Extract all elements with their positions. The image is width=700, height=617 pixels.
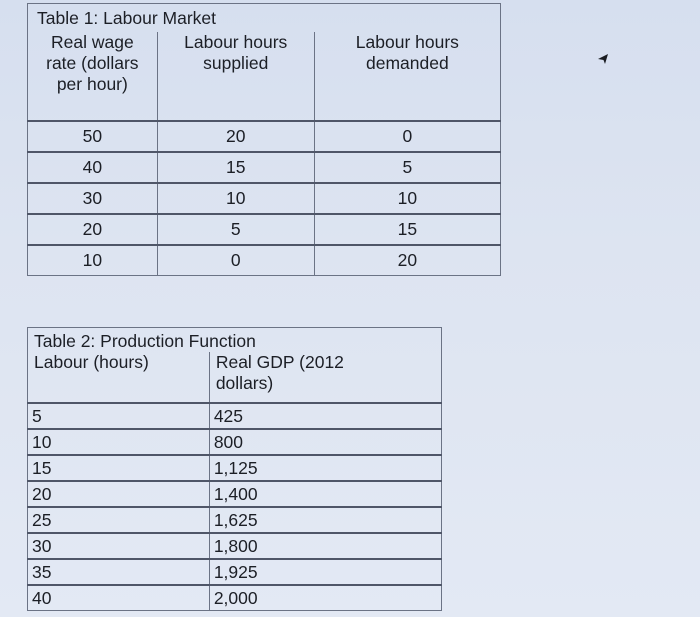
labour-market-table [27,3,501,276]
labour-cell: 35 [28,559,210,585]
table-row [28,585,442,611]
demanded-cell: 15 [314,214,500,245]
wage-cell: 10 [28,245,158,276]
table-row [28,559,442,585]
table-row [28,214,501,245]
labour-cell: 20 [28,481,210,507]
table-row [28,152,501,183]
table-row [28,481,442,507]
gdp-cell: 1,625 [209,507,441,533]
mouse-pointer-icon [597,53,609,65]
table-row [28,533,442,559]
labour-cell: 5 [28,403,210,429]
table-row [28,245,501,276]
gdp-cell: 1,925 [209,559,441,585]
table1-header-supplied: Labour hours supplied [157,32,314,121]
table1-caption: Table 1: Labour Market [28,4,501,33]
table-row [28,403,442,429]
gdp-cell: 2,000 [209,585,441,611]
labour-cell: 25 [28,507,210,533]
supplied-cell: 10 [157,183,314,214]
labour-cell: 15 [28,455,210,481]
gdp-cell: 1,125 [209,455,441,481]
table-row [28,183,501,214]
supplied-cell: 0 [157,245,314,276]
table1-header-wage: Real wage rate (dollars per hour) [28,32,158,121]
demanded-cell: 5 [314,152,500,183]
table2-header-gdp: Real GDP (2012 dollars) [209,352,441,403]
gdp-cell: 800 [209,429,441,455]
table1-header-demanded: Labour hours demanded [314,32,500,121]
wage-cell: 20 [28,214,158,245]
demanded-cell: 20 [314,245,500,276]
demanded-cell: 0 [314,121,500,152]
table2-caption: Table 2: Production Function [28,328,442,353]
table-row [28,121,501,152]
wage-cell: 30 [28,183,158,214]
gdp-cell: 1,800 [209,533,441,559]
gdp-cell: 1,400 [209,481,441,507]
labour-cell: 30 [28,533,210,559]
demanded-cell: 10 [314,183,500,214]
table-row [28,429,442,455]
supplied-cell: 15 [157,152,314,183]
production-function-table [27,327,442,611]
labour-cell: 40 [28,585,210,611]
wage-cell: 50 [28,121,158,152]
table-row [28,455,442,481]
table2-header-labour: Labour (hours) [28,352,210,403]
supplied-cell: 20 [157,121,314,152]
labour-cell: 10 [28,429,210,455]
table-row [28,507,442,533]
wage-cell: 40 [28,152,158,183]
gdp-cell: 425 [209,403,441,429]
supplied-cell: 5 [157,214,314,245]
